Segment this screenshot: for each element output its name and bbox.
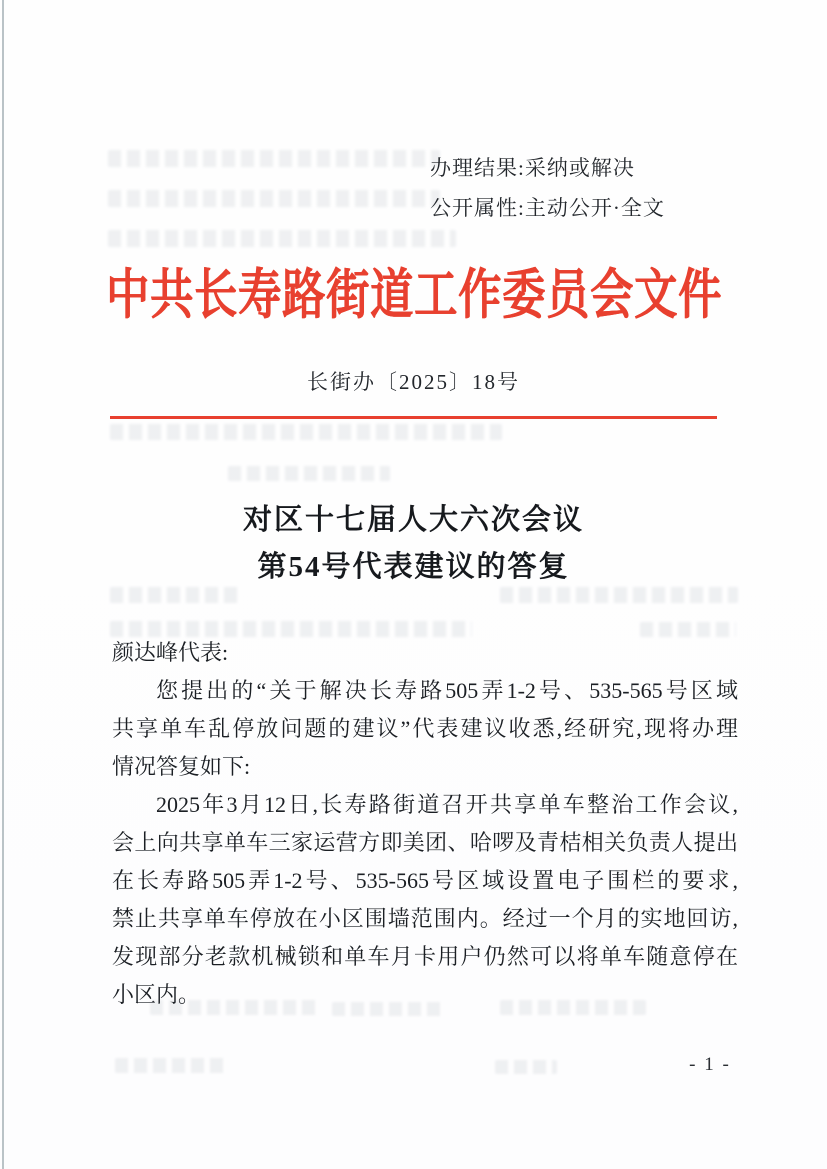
body-line: 共享单车乱停放问题的建议”代表建议收悉,经研究,现将办理 — [112, 716, 738, 741]
issuer-banner-text: 中共长寿路街道工作委员会文件 — [105, 265, 722, 325]
document-title-line2: 第54号代表建议的答复 — [257, 551, 570, 583]
bleedthrough-mark — [108, 190, 440, 207]
body-line: 您提出的“关于解决长寿路505弄1-2号、535-565号区域 — [156, 678, 738, 703]
body-line: 在长寿路505弄1-2号、535-565号区域设置电子围栏的要求, — [112, 868, 738, 893]
issuer-banner — [0, 252, 827, 329]
bleedthrough-mark — [115, 1058, 227, 1073]
red-separator-line — [110, 416, 717, 419]
body-line: 会上向共享单车三家运营方即美团、哈啰及青桔相关负责人提出 — [112, 830, 738, 855]
bleedthrough-mark — [495, 1060, 557, 1074]
document-title-line1: 对区十七届人大六次会议 — [242, 504, 584, 536]
bleedthrough-mark — [108, 230, 456, 247]
bleedthrough-mark — [500, 587, 738, 603]
bleedthrough-mark — [228, 466, 390, 481]
disclosure-value: 主动公开·全文 — [524, 196, 665, 220]
disclosure-row — [430, 188, 665, 228]
page-number: - 1 - — [689, 1054, 731, 1075]
bleedthrough-mark — [110, 424, 502, 440]
body-line: 禁止共享单车停放在小区围墙范围内。经过一个月的实地回访, — [112, 906, 738, 931]
body-line: 情况答复如下: — [112, 754, 251, 779]
bleedthrough-mark — [110, 587, 242, 603]
document-number: 长街办〔2025〕18号 — [307, 370, 520, 394]
body-line: 小区内。 — [112, 982, 201, 1007]
disclosure-label: 公开属性: — [430, 196, 525, 220]
body-line: 发现部分老款机械锁和单车月卡用户仍然可以将单车随意停在 — [112, 944, 738, 969]
processing-result-value: 采纳或解决 — [524, 156, 635, 180]
bleedthrough-mark — [108, 150, 440, 167]
processing-result-label: 办理结果: — [430, 156, 525, 180]
salutation: 颜达峰代表: — [112, 640, 229, 665]
body-line: 2025年3月12日,长寿路街道召开共享单车整治工作会议, — [156, 792, 738, 817]
document-meta — [430, 148, 665, 228]
processing-result-row — [430, 148, 665, 188]
document-body — [112, 634, 738, 1014]
